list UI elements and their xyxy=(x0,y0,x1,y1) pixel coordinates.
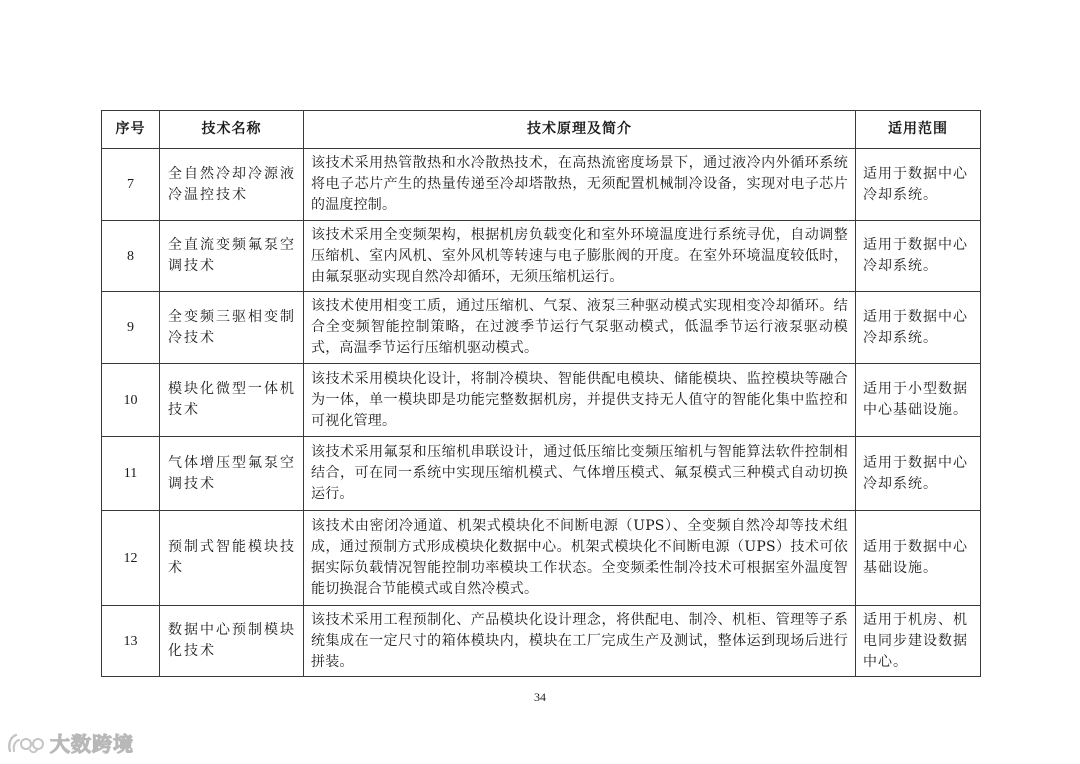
applicable-scope: 适用于小型数据中心基础设施。 xyxy=(856,364,981,437)
table-row xyxy=(102,437,981,511)
technology-description: 该技术采用工程预制化、产品模块化设计理念，将供配电、制冷、机柜、管理等子系统集成在一定尺寸的箱体模块内，模块在工厂完成生产及测试，整体运到现场后进行拼装。 xyxy=(304,606,856,677)
page-number: 34 xyxy=(534,690,546,704)
table-row xyxy=(102,511,981,606)
technology-name: 预制式智能模块技术 xyxy=(160,511,304,606)
header-no: 序号 xyxy=(102,111,160,149)
technology-table xyxy=(101,110,981,677)
applicable-scope: 适用于数据中心基础设施。 xyxy=(856,511,981,606)
header-scope: 适用范围 xyxy=(856,111,981,149)
table-row xyxy=(102,221,981,292)
technology-description: 该技术采用热管散热和水冷散热技术，在高热流密度场景下，通过液冷内外循环系统将电子芯片产生的热量传递至冷却塔散热，无须配置机械制冷设备，实现对电子芯片的温度控制。 xyxy=(304,149,856,221)
applicable-scope: 适用于数据中心冷却系统。 xyxy=(856,221,981,292)
row-number: 10 xyxy=(102,364,160,437)
technology-name: 模块化微型一体机技术 xyxy=(160,364,304,437)
applicable-scope: 适用于数据中心冷却系统。 xyxy=(856,437,981,511)
technology-name: 气体增压型氟泵空调技术 xyxy=(160,437,304,511)
row-number: 12 xyxy=(102,511,160,606)
applicable-scope: 适用于机房、机电同步建设数据中心。 xyxy=(856,606,981,677)
technology-description: 该技术由密闭冷通道、机架式模块化不间断电源（UPS）、全变频自然冷却等技术组成，通过预制方式形成模块化数据中心。机架式模块化不间断电源（UPS）技术可依据实际负载情况智能控制功率模块工作状态。全变频柔性制冷技术可根据室外温度智能切换混合节能模式或自然冷模式。 xyxy=(304,511,856,606)
row-number: 11 xyxy=(102,437,160,511)
row-number: 13 xyxy=(102,606,160,677)
header-desc: 技术原理及简介 xyxy=(304,111,856,149)
technology-description: 该技术采用氟泵和压缩机串联设计，通过低压缩比变频压缩机与智能算法软件控制相结合，可在同一系统中实现压缩机模式、气体增压模式、氟泵模式三种模式自动切换运行。 xyxy=(304,437,856,511)
applicable-scope: 适用于数据中心冷却系统。 xyxy=(856,149,981,221)
watermark xyxy=(6,728,134,757)
brand-logo-icon xyxy=(6,731,46,755)
table-row xyxy=(102,606,981,677)
table-row xyxy=(102,292,981,364)
technology-description: 该技术使用相变工质，通过压缩机、气泵、液泵三种驱动模式实现相变冷却循环。结合全变频智能控制策略，在过渡季节运行气泵驱动模式，低温季节运行液泵驱动模式，高温季节运行压缩机驱动模式。 xyxy=(304,292,856,364)
watermark-text: 大数跨境 xyxy=(50,732,134,756)
applicable-scope: 适用于数据中心冷却系统。 xyxy=(856,292,981,364)
technology-description: 该技术采用模块化设计，将制冷模块、智能供配电模块、储能模块、监控模块等融合为一体，单一模块即是功能完整数据机房，并提供支持无人值守的智能化集中监控和可视化管理。 xyxy=(304,364,856,437)
technology-description: 该技术采用全变频架构，根据机房负载变化和室外环境温度进行系统寻优，自动调整压缩机、室内风机、室外风机等转速与电子膨胀阀的开度。在室外环境温度较低时，由氟泵驱动实现自然冷却循环，无须压缩机运行。 xyxy=(304,221,856,292)
row-number: 8 xyxy=(102,221,160,292)
header-name: 技术名称 xyxy=(160,111,304,149)
row-number: 7 xyxy=(102,149,160,221)
technology-name: 全直流变频氟泵空调技术 xyxy=(160,221,304,292)
row-number: 9 xyxy=(102,292,160,364)
table-header-row xyxy=(102,111,981,149)
table-row xyxy=(102,149,981,221)
table-row xyxy=(102,364,981,437)
technology-name: 全自然冷却冷源液冷温控技术 xyxy=(160,149,304,221)
technology-name: 全变频三驱相变制冷技术 xyxy=(160,292,304,364)
technology-name: 数据中心预制模块化技术 xyxy=(160,606,304,677)
